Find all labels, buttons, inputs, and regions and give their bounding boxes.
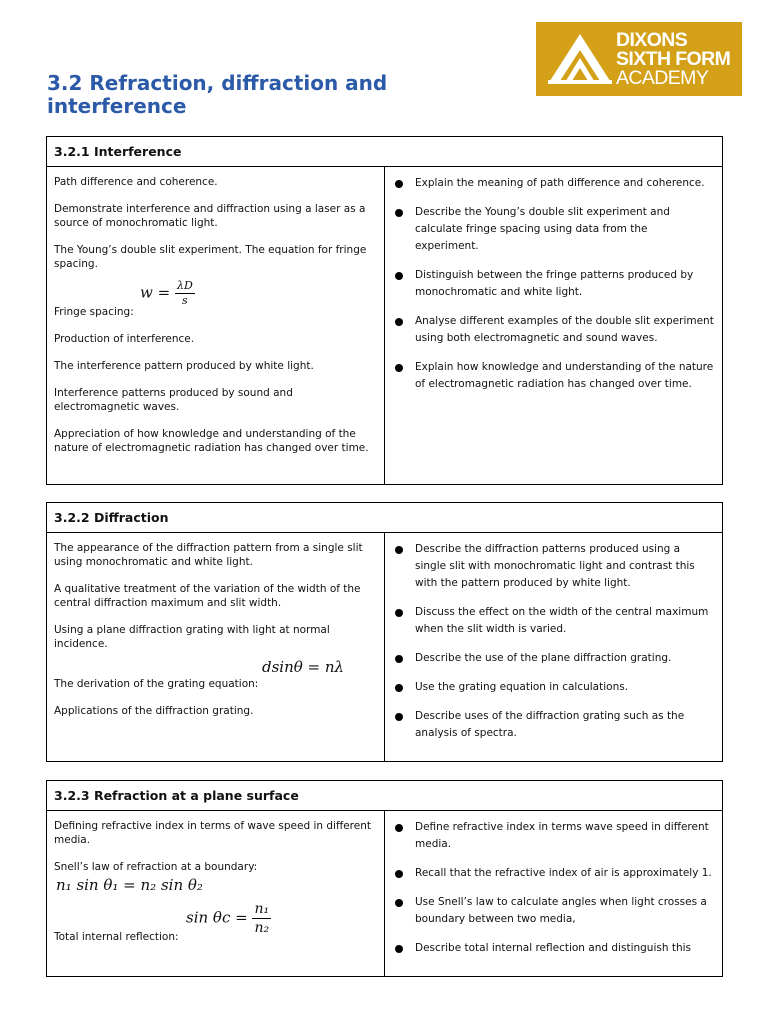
outcome-item: Use the grating equation in calculations. [395, 679, 714, 696]
content-item: Production of interference. [54, 333, 195, 345]
outcomes-list [395, 175, 714, 393]
outcome-item: Describe total internal reflection and distinguish this [395, 940, 714, 957]
critical-angle-equation [186, 900, 271, 937]
fringe-spacing-row [54, 277, 377, 319]
outcome-item: Analyse different examples of the double slit experiment using both electromagnetic and sound waves. [395, 313, 714, 347]
outcomes-list [395, 819, 714, 957]
section-body [46, 167, 723, 485]
snells-law-equation: n₁ sin θ₁ = n₂ sin θ₂ [56, 876, 203, 894]
outcome-item: Explain the meaning of path difference and coherence. [395, 175, 714, 192]
content-item: Demonstrate interference and diffraction using a laser as a source of monochromatic light. [54, 203, 366, 229]
equation-lhs: sin θc = [186, 908, 248, 927]
outcomes-list [395, 541, 714, 742]
outcome-item: Define refractive index in terms wave speed in different media. [395, 819, 714, 853]
grating-equation-row [54, 657, 377, 691]
equation-denominator: s [182, 294, 188, 307]
logo-text [616, 31, 730, 88]
logo-line-2: SIXTH FORM [616, 48, 731, 70]
content-column [47, 533, 385, 761]
section-heading: 3.2.1 Interference [46, 136, 723, 167]
equation-numerator: λD [176, 279, 193, 292]
outcome-item: Describe uses of the diffraction grating such as the analysis of spectra. [395, 708, 714, 742]
section-interference [46, 136, 723, 485]
content-item: Total internal reflection: [54, 931, 179, 943]
content-item: Fringe spacing: [54, 306, 134, 318]
content-item: Defining refractive index in terms of wave speed in different media. [54, 820, 371, 846]
content-item: Using a plane diffraction grating with light at normal incidence. [54, 624, 330, 650]
content-item: The derivation of the grating equation: [54, 678, 259, 690]
grating-equation: dsinθ = nλ [262, 658, 345, 676]
content-item: Appreciation of how knowledge and understanding of the nature of electromagnetic radiation has changed over time. [54, 428, 369, 454]
content-item: The Young’s double slit experiment. The equation for fringe spacing. [54, 244, 367, 270]
content-item: Interference patterns produced by sound and electromagnetic waves. [54, 387, 293, 413]
content-item: The interference pattern produced by white light. [54, 360, 314, 372]
content-column [47, 167, 385, 484]
equation-fraction [252, 900, 271, 937]
section-heading: 3.2.2 Diffraction [46, 502, 723, 533]
equation-denominator: n₂ [254, 920, 270, 936]
section-body [46, 811, 723, 977]
content-item: Applications of the diffraction grating. [54, 705, 254, 717]
equation-numerator: n₁ [254, 901, 270, 917]
content-column [47, 811, 385, 976]
outcomes-column [385, 533, 722, 761]
outcomes-column [385, 811, 722, 976]
academy-logo [536, 22, 742, 96]
content-item: A qualitative treatment of the variation of the width of the central diffraction maximum and slit width. [54, 583, 361, 609]
logo-mountain-icon [542, 28, 618, 90]
content-item: The appearance of the diffraction pattern from a single slit using monochromatic and white light. [54, 542, 363, 568]
outcome-item: Describe the diffraction patterns produced using a single slit with monochromatic light and contrast this with the pattern produced by white light. [395, 541, 714, 592]
outcome-item: Use Snell’s law to calculate angles when light crosses a boundary between two media, [395, 894, 714, 928]
section-refraction [46, 780, 723, 977]
logo-line-3: ACADEMY [616, 67, 709, 89]
fringe-spacing-equation [140, 279, 195, 308]
outcome-item: Recall that the refractive index of air is approximately 1. [395, 865, 714, 882]
page-title: 3.2 Refraction, diffraction and interference [47, 71, 388, 118]
outcomes-column [385, 167, 722, 484]
outcome-item: Discuss the effect on the width of the central maximum when the slit width is varied. [395, 604, 714, 638]
section-diffraction [46, 502, 723, 762]
outcome-item: Describe the use of the plane diffraction grating. [395, 650, 714, 667]
section-heading: 3.2.3 Refraction at a plane surface [46, 780, 723, 811]
equation-lhs: w = [140, 283, 171, 302]
critical-angle-row [54, 898, 377, 944]
equation-fraction [175, 279, 195, 308]
content-item: Snell’s law of refraction at a boundary: [54, 861, 258, 873]
outcome-item: Distinguish between the fringe patterns produced by monochromatic and white light. [395, 267, 714, 301]
section-body [46, 533, 723, 762]
content-item: Path difference and coherence. [54, 176, 218, 188]
outcome-item: Describe the Young’s double slit experiment and calculate fringe spacing using data from the experiment. [395, 204, 714, 255]
outcome-item: Explain how knowledge and understanding of the nature of electromagnetic radiation has changed over time. [395, 359, 714, 393]
logo-line-1: DIXONS [616, 29, 688, 51]
